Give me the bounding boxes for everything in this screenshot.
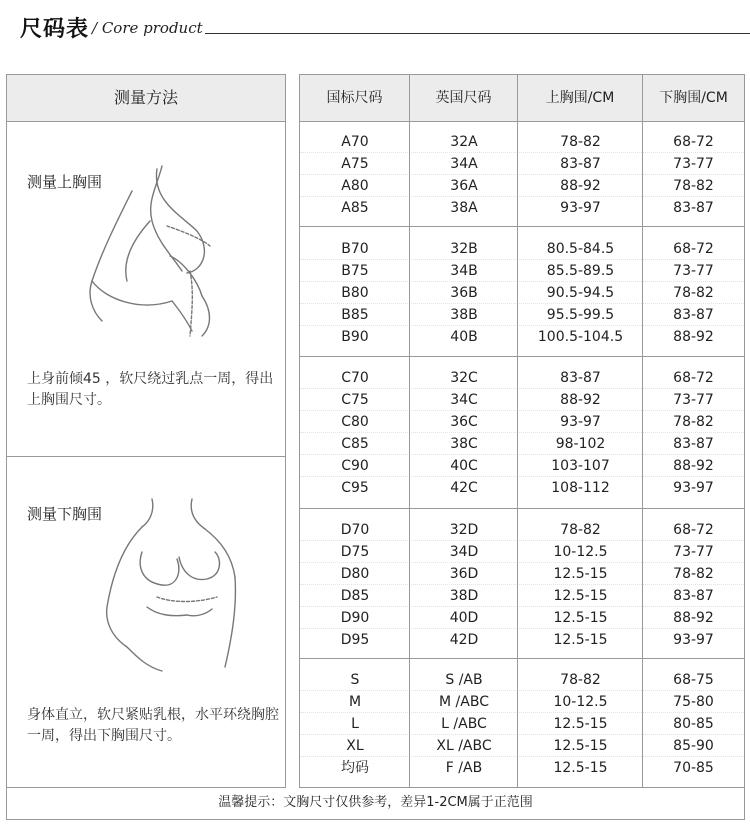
table-row — [300, 282, 744, 304]
table-row — [300, 691, 744, 713]
table-cell: L — [351, 716, 359, 732]
table-cell: 73-77 — [673, 392, 714, 408]
table-cell: 93-97 — [560, 414, 601, 430]
size-group — [300, 121, 744, 227]
table-row — [300, 260, 744, 282]
col-divider — [517, 121, 518, 787]
table-cell: 10-12.5 — [553, 544, 608, 560]
table-cell: 38D — [449, 588, 479, 604]
table-cell: 均码 — [341, 760, 369, 776]
upper-bust-illustration-icon — [62, 161, 242, 341]
table-cell: A75 — [341, 156, 369, 172]
under-bust-label: 测量下胸围 — [27, 505, 103, 523]
table-cell: C95 — [341, 480, 369, 496]
table-cell: S /AB — [445, 672, 483, 688]
table-cell: 78-82 — [673, 414, 714, 430]
size-table — [299, 74, 745, 788]
table-row — [300, 411, 744, 433]
table-cell: 38C — [450, 436, 478, 452]
table-cell: 93-97 — [673, 632, 714, 648]
table-cell: M — [348, 694, 362, 710]
size-group — [300, 659, 744, 787]
table-cell: 42D — [449, 632, 479, 648]
table-cell: 12.5-15 — [553, 610, 608, 626]
table-cell: D70 — [340, 522, 370, 538]
table-cell: 88-92 — [673, 458, 714, 474]
table-row — [300, 455, 744, 477]
table-cell: 40B — [450, 329, 478, 345]
table-cell: 85.5-89.5 — [546, 263, 615, 279]
table-row — [300, 389, 744, 411]
under-bust-section — [7, 457, 285, 788]
table-cell: A70 — [341, 134, 369, 150]
table-row — [300, 326, 744, 348]
table-row — [300, 367, 744, 389]
table-row — [300, 238, 744, 260]
table-cell: 68-75 — [673, 672, 714, 688]
table-cell: 75-80 — [673, 694, 714, 710]
table-cell: L /ABC — [441, 716, 487, 732]
table-cell: 68-72 — [673, 370, 714, 386]
table-cell: C90 — [341, 458, 369, 474]
table-cell: 12.5-15 — [553, 588, 608, 604]
size-group — [300, 357, 744, 509]
table-cell: 12.5-15 — [553, 566, 608, 582]
table-cell: D90 — [340, 610, 370, 626]
table-cell: 10-12.5 — [553, 694, 608, 710]
table-cell: 83-87 — [673, 436, 714, 452]
table-cell: 88-92 — [673, 610, 714, 626]
table-cell: 73-77 — [673, 263, 714, 279]
table-row — [300, 713, 744, 735]
table-cell: A85 — [341, 200, 369, 216]
table-cell: 98-102 — [555, 436, 606, 452]
table-cell: C80 — [341, 414, 369, 430]
table-cell: 36D — [449, 566, 479, 582]
col-divider — [409, 121, 410, 787]
upper-bust-desc: 上身前倾45 ，软尺绕过乳点一周，得出上胸围尺寸。 — [27, 371, 274, 408]
table-cell: 78-82 — [673, 178, 714, 194]
table-cell: 34A — [450, 156, 478, 172]
table-cell: 36C — [450, 414, 478, 430]
table-cell: 83-87 — [673, 200, 714, 216]
table-cell: D95 — [340, 632, 370, 648]
table-cell: XL — [346, 738, 364, 754]
table-cell: 12.5-15 — [553, 760, 608, 776]
table-cell: M /ABC — [439, 694, 489, 710]
table-cell: 38A — [450, 200, 478, 216]
table-cell: A80 — [341, 178, 369, 194]
table-cell: 32D — [449, 522, 479, 538]
table-cell: D75 — [340, 544, 370, 560]
table-cell: B70 — [341, 241, 369, 257]
table-cell: 40C — [450, 458, 478, 474]
method-header: 测量方法 — [7, 75, 285, 122]
under-bust-illustration-icon — [87, 497, 257, 672]
table-row — [300, 175, 744, 197]
table-cell: 83-87 — [673, 307, 714, 323]
table-header — [300, 75, 744, 122]
table-cell: 36A — [450, 178, 478, 194]
table-cell: 83-87 — [560, 370, 601, 386]
table-cell: 78-82 — [560, 134, 601, 150]
table-row — [300, 304, 744, 326]
table-row — [300, 153, 744, 175]
under-bust-desc: 身体直立，软尺紧贴乳根，水平环绕胸腔一周，得出下胸围尺寸。 — [27, 707, 279, 744]
table-cell: 78-82 — [560, 672, 601, 688]
table-cell: 88-92 — [560, 392, 601, 408]
col-header-cn-size: 国标尺码 — [300, 75, 410, 121]
table-row — [300, 197, 744, 219]
table-row — [300, 607, 744, 629]
table-cell: 34C — [450, 392, 478, 408]
upper-bust-label: 测量上胸围 — [27, 173, 103, 191]
table-row — [300, 519, 744, 541]
page-subtitle: / Core product — [92, 19, 203, 37]
table-cell: 108-112 — [551, 480, 610, 496]
col-header-under-bust: 下胸围/CM — [659, 90, 728, 106]
table-cell: 12.5-15 — [553, 632, 608, 648]
table-cell: B75 — [341, 263, 369, 279]
table-cell: 68-72 — [673, 134, 714, 150]
table-cell: 32A — [450, 134, 478, 150]
table-cell: B80 — [341, 285, 369, 301]
table-cell: XL /ABC — [436, 738, 492, 754]
table-cell: 90.5-94.5 — [546, 285, 615, 301]
table-cell: C75 — [341, 392, 369, 408]
table-cell: 34B — [450, 263, 478, 279]
table-cell: 80-85 — [673, 716, 714, 732]
table-cell: 88-92 — [673, 329, 714, 345]
table-cell: S — [350, 672, 360, 688]
table-cell: 95.5-99.5 — [546, 307, 615, 323]
table-row — [300, 563, 744, 585]
table-cell: 42C — [450, 480, 478, 496]
table-cell: 100.5-104.5 — [537, 329, 624, 345]
table-row — [300, 477, 744, 499]
table-row — [300, 669, 744, 691]
table-cell: 70-85 — [673, 760, 714, 776]
table-cell: 93-97 — [673, 480, 714, 496]
table-cell: B90 — [341, 329, 369, 345]
table-cell: 68-72 — [673, 522, 714, 538]
table-row — [300, 629, 744, 651]
table-cell: 83-87 — [673, 588, 714, 604]
col-header-upper-bust: 上胸围/CM — [518, 75, 643, 121]
size-group — [300, 227, 744, 357]
table-cell: 73-77 — [673, 156, 714, 172]
table-cell: 88-92 — [560, 178, 601, 194]
table-cell: 73-77 — [673, 544, 714, 560]
table-cell: 103-107 — [551, 458, 610, 474]
size-group — [300, 509, 744, 659]
table-cell: 83-87 — [560, 156, 601, 172]
header-rule — [205, 33, 750, 34]
table-cell: 80.5-84.5 — [546, 241, 615, 257]
table-cell: 40D — [449, 610, 479, 626]
table-cell: B85 — [341, 307, 369, 323]
table-cell: 12.5-15 — [553, 716, 608, 732]
table-cell: 12.5-15 — [553, 738, 608, 754]
measurement-method-panel — [6, 74, 286, 788]
table-cell: 32C — [450, 370, 478, 386]
table-row — [300, 433, 744, 455]
table-cell: 36B — [450, 285, 478, 301]
table-cell: 32B — [450, 241, 478, 257]
table-row — [300, 735, 744, 757]
table-cell: F /AB — [445, 760, 483, 776]
table-cell: 93-97 — [560, 200, 601, 216]
footer-note: 温馨提示：文胸尺寸仅供参考，差异1-2CM属于正范围 — [6, 788, 745, 820]
table-cell: 38B — [450, 307, 478, 323]
table-cell: 68-72 — [673, 241, 714, 257]
table-row — [300, 757, 744, 779]
page-title: 尺码表 — [20, 17, 90, 42]
col-header-uk-size: 英国尺码 — [410, 75, 518, 121]
table-row — [300, 131, 744, 153]
table-row — [300, 585, 744, 607]
table-row — [300, 541, 744, 563]
table-cell: 78-82 — [673, 566, 714, 582]
table-cell: 78-82 — [560, 522, 601, 538]
table-cell: D80 — [340, 566, 370, 582]
table-cell: D85 — [340, 588, 370, 604]
table-cell: 85-90 — [673, 738, 714, 754]
col-divider — [642, 121, 643, 787]
table-cell: 34D — [449, 544, 479, 560]
table-cell: C70 — [341, 370, 369, 386]
table-cell: C85 — [341, 436, 369, 452]
table-cell: 78-82 — [673, 285, 714, 301]
upper-bust-section — [7, 121, 285, 457]
